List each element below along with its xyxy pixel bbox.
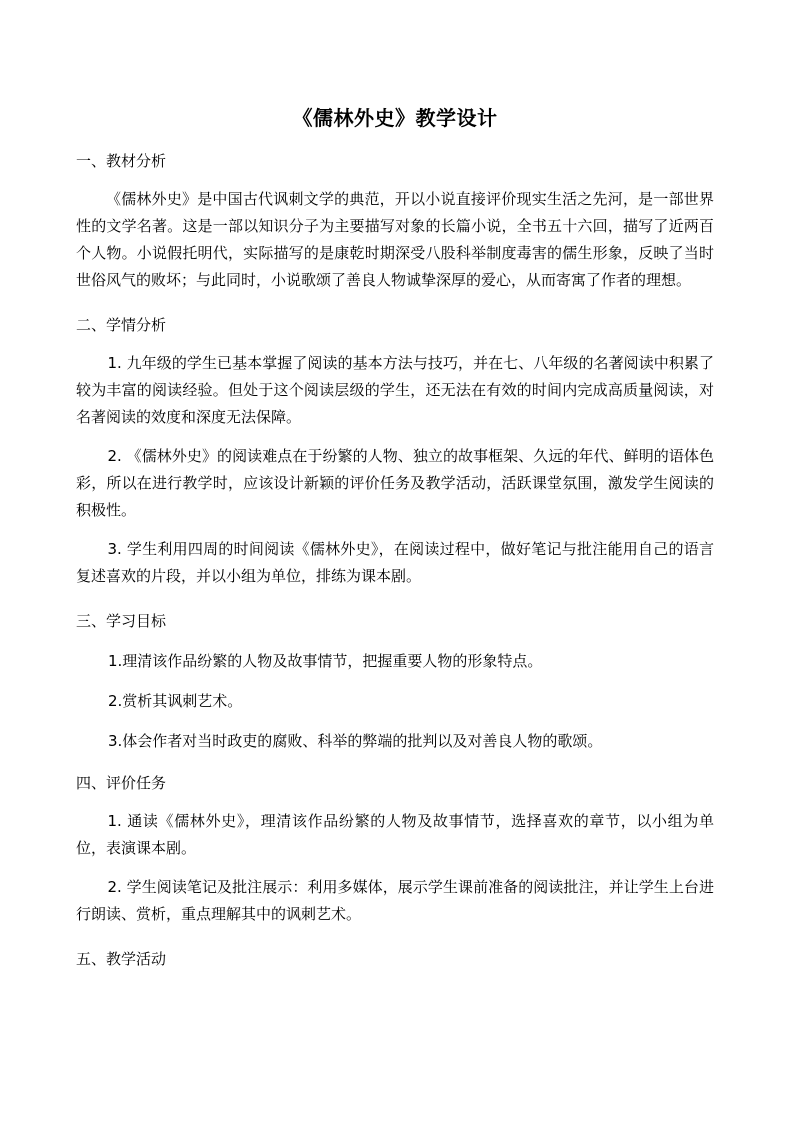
section-heading-assessment: 四、评价任务 [76, 774, 167, 792]
student-analysis-item-3: 3. 学生利用四周的时间阅读《儒林外史》，在阅读过程中，做好笔记与批注能用自己的语言复述喜欢的片段，并以小组为单位，排练为课本剧。 [76, 540, 714, 585]
section-heading-objectives: 三、学习目标 [76, 612, 167, 630]
assessment-task-1: 1. 通读《儒林外史》，理清该作品纷繁的人物及故事情节，选择喜欢的章节，以小组为单位，表演课本剧。 [76, 812, 714, 857]
objective-item-3: 3.体会作者对当时政吏的腐败、科举的弊端的批判以及对善良人物的歌颂。 [108, 732, 603, 750]
materials-analysis-paragraph: 《儒林外史》是中国古代讽刺文学的典范，开以小说直接评价现实生活之先河，是一部世界性的文学名著。这是一部以知识分子为主要描写对象的长篇小说，全书五十六回，描写了近两百个人物。小说假托明代，实际描写的是康乾时期深受八股科举制度毒害的儒生形象，反映了当时世俗风气的败坏；与此同时，小说歌颂了善良人物诚挚深厚的爱心，从而寄寓了作者的理想。 [76, 190, 714, 289]
objective-item-2: 2.赏析其讽刺艺术。 [108, 692, 243, 710]
section-heading-activities: 五、教学活动 [76, 950, 167, 968]
section-heading-students: 二、学情分析 [76, 316, 167, 334]
objective-item-1: 1.理清该作品纷繁的人物及故事情节，把握重要人物的形象特点。 [108, 652, 543, 670]
section-heading-materials: 一、教材分析 [76, 152, 167, 170]
student-analysis-item-2: 2. 《儒林外史》的阅读难点在于纷繁的人物、独立的故事框架、久远的年代、鲜明的语体色彩，所以在进行教学时，应该设计新颖的评价任务及教学活动，活跃课堂氛围，激发学生阅读的积极性。 [76, 447, 714, 519]
document-title: 《儒林外史》教学设计 [292, 106, 498, 130]
assessment-task-2: 2. 学生阅读笔记及批注展示：利用多媒体，展示学生课前准备的阅读批注，并让学生上台进行朗读、赏析，重点理解其中的讽刺艺术。 [76, 878, 714, 923]
student-analysis-item-1: 1. 九年级的学生已基本掌握了阅读的基本方法与技巧，并在七、八年级的名著阅读中积累了较为丰富的阅读经验。但处于这个阅读层级的学生，还无法在有效的时间内完成高质量阅读，对名著阅读的效度和深度无法保障。 [76, 354, 714, 426]
